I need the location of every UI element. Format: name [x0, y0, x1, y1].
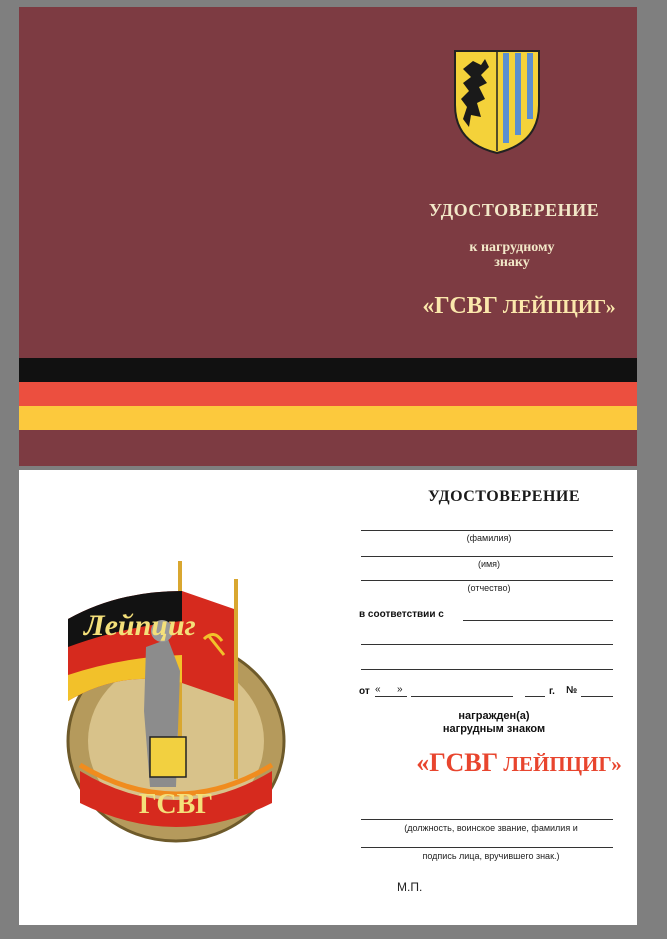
patronymic-line[interactable]: [361, 580, 613, 581]
inner-badge-name: [379, 748, 659, 778]
stamp-place-label: М.П.: [397, 880, 423, 894]
cover-name-small: ЛЕЙПЦИГ»: [497, 296, 616, 318]
date-month-line[interactable]: [411, 696, 513, 697]
date-quote-close: »: [397, 684, 403, 695]
signer-line-2[interactable]: [361, 847, 613, 848]
signer-caption-2: подпись лица, вручившего знак.): [422, 851, 560, 861]
badge-banner-text: Лейпциг: [84, 609, 196, 642]
inner-name-small: ЛЕЙПЦИГ»: [498, 752, 622, 776]
gsvg-leipzig-badge-icon: [58, 551, 296, 845]
leipzig-coat-of-arms-icon: [451, 47, 543, 155]
accordance-line-3[interactable]: [361, 669, 613, 670]
cover-subtitle-line1: к нагрудному: [469, 240, 555, 255]
awarded-line2: нагрудным знаком: [442, 723, 546, 735]
surname-line[interactable]: [361, 530, 613, 531]
awarded-line1: награжден(а): [458, 710, 530, 722]
accordance-line[interactable]: [463, 620, 613, 621]
cover-name-big: «ГСВГ: [422, 293, 498, 319]
date-day-line[interactable]: [375, 696, 407, 697]
cover-subtitle: [412, 240, 612, 270]
accordance-line-2[interactable]: [361, 644, 613, 645]
flag-stripe-red: [19, 382, 637, 406]
date-from-label: от: [359, 686, 370, 697]
badge-ribbon-text: ГСВГ: [138, 789, 214, 820]
year-label: г.: [549, 686, 555, 697]
number-line[interactable]: [581, 696, 613, 697]
name-line[interactable]: [361, 556, 613, 557]
name-caption: (имя): [477, 559, 501, 569]
flag-stripe-black: [19, 358, 637, 382]
cover-subtitle-line2: знаку: [494, 255, 530, 270]
inner-name-big: «ГСВГ: [416, 748, 499, 777]
flag-stripe-gold: [19, 406, 637, 430]
inner-title: УДОСТОВЕРЕНИЕ: [427, 488, 581, 505]
signer-caption-1: (должность, воинское звание, фамилия и: [404, 823, 578, 833]
number-label: №: [566, 685, 578, 696]
date-quote-open: «: [375, 684, 381, 695]
signer-line[interactable]: [361, 819, 613, 820]
date-year-line[interactable]: [525, 696, 545, 697]
surname-caption: (фамилия): [466, 533, 512, 543]
awarded-text: [414, 710, 574, 736]
cover-title: УДОСТОВЕРЕНИЕ: [428, 200, 600, 220]
cover-badge-name: [359, 293, 667, 320]
certificate-inner-page: [19, 470, 637, 925]
accordance-label: в соответствии с: [359, 609, 444, 620]
certificate-cover: [19, 7, 637, 466]
patronymic-caption: (отчество): [467, 583, 511, 593]
